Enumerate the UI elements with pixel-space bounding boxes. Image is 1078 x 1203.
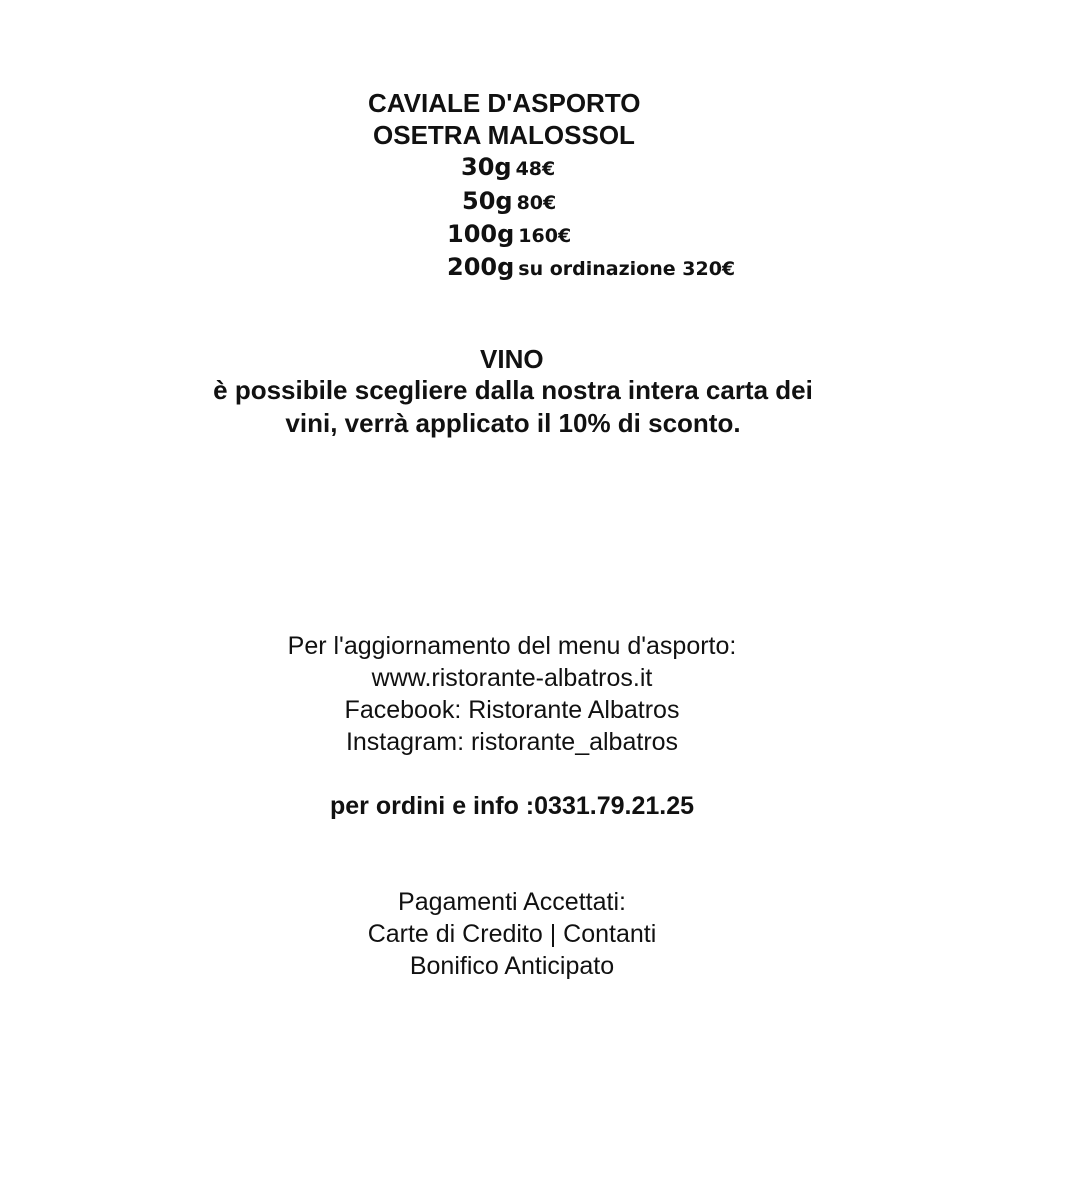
weight-label: 100g bbox=[447, 220, 515, 248]
caviar-title: CAVIALE D'ASPORTO bbox=[368, 88, 641, 118]
wine-line-1: è possibile scegliere dalla nostra intera carta dei bbox=[213, 375, 813, 405]
facebook-info: Facebook: Ristorante Albatros bbox=[344, 696, 680, 724]
instagram-info: Instagram: ristorante_albatros bbox=[345, 728, 679, 756]
payment-methods: Carte di Credito | Contanti bbox=[367, 920, 657, 948]
price-row-100g bbox=[447, 218, 571, 253]
weight-label: 200g bbox=[447, 253, 515, 281]
wine-description bbox=[163, 374, 863, 440]
wine-line-2: vini, verrà applicato il 10% di sconto. bbox=[285, 408, 741, 438]
price-label: 48€ bbox=[515, 158, 556, 180]
payment-transfer: Bonifico Anticipato bbox=[409, 952, 615, 980]
orders-contact: per ordini e info :0331.79.21.25 bbox=[329, 792, 695, 820]
price-row-200g bbox=[447, 251, 735, 286]
price-row-50g bbox=[462, 185, 556, 220]
price-label: 160€ bbox=[518, 225, 572, 247]
caviar-subtitle: OSETRA MALOSSOL bbox=[373, 120, 635, 150]
price-label: su ordinazione 320€ bbox=[518, 258, 736, 280]
weight-label: 50g bbox=[462, 187, 513, 215]
wine-heading: VINO bbox=[480, 344, 544, 374]
menu-update-info bbox=[212, 630, 812, 758]
price-label: 80€ bbox=[516, 192, 557, 214]
payment-heading: Pagamenti Accettati: bbox=[398, 888, 626, 916]
weight-label: 30g bbox=[461, 153, 512, 181]
menu-update-intro: Per l'aggiornamento del menu d'asporto: bbox=[287, 632, 737, 660]
price-row-30g bbox=[461, 151, 555, 186]
website-link[interactable]: www.ristorante-albatros.it bbox=[371, 664, 653, 692]
payment-info bbox=[212, 886, 812, 982]
